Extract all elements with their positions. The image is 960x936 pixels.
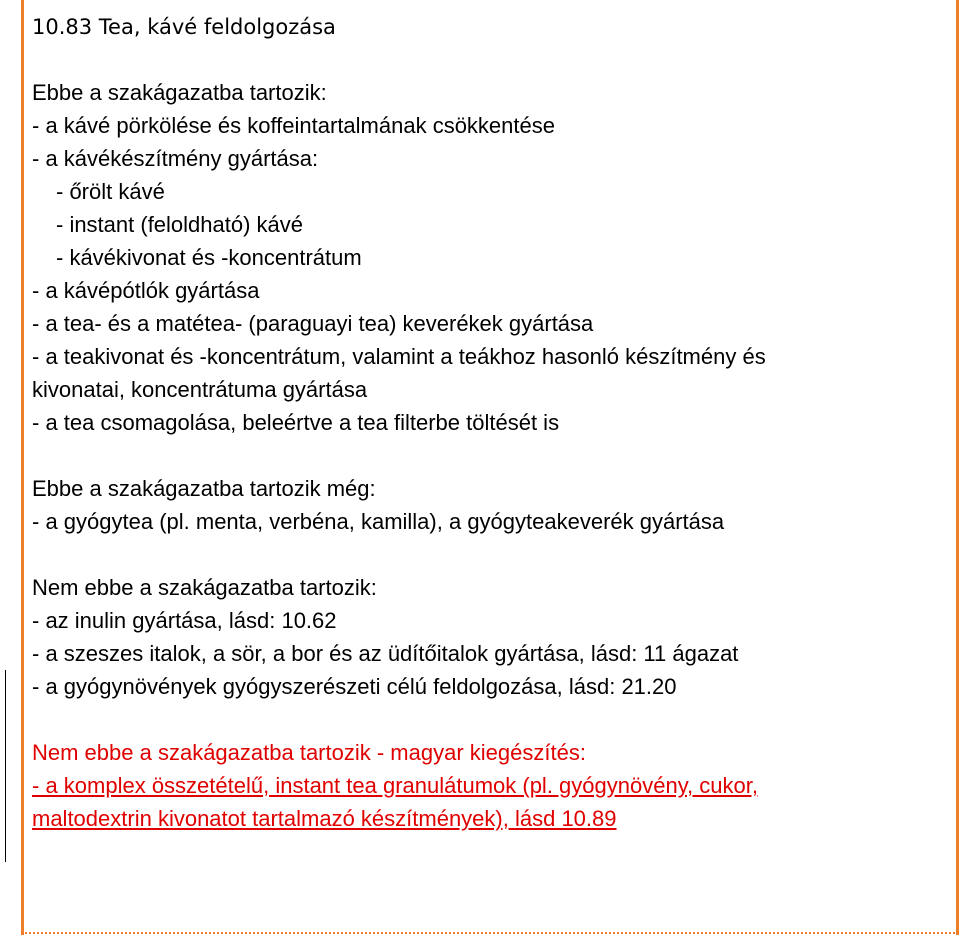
also-item: - a gyógytea (pl. menta, verbéna, kamilla), a gyógyteakeverék gyártása [32,509,725,534]
excludes-item: - az inulin gyártása, lásd: 10.62 [32,608,337,633]
includes-subitem: - őrölt kávé [56,179,165,204]
excludes-item: - a gyógynövények gyógyszerészeti célú feldolgozása, lásd: 21.20 [32,674,677,699]
excludes-item: - a szeszes italok, a sör, a bor és az üdítőitalok gyártása, lásd: 11 ágazat [32,641,739,666]
left-border [21,0,24,935]
bottom-dotted-border [21,932,959,934]
includes-item: - a tea csomagolása, beleértve a tea filterbe töltését is [32,410,560,435]
section-title: 10.83 Tea, kávé feldolgozása [32,15,336,39]
includes-item: - a teakivonat és -koncentrátum, valamint a teákhoz hasonló készítmény és [32,344,766,369]
change-bar [5,670,6,862]
right-border [956,0,959,935]
hungarian-supplement-item-continuation: maltodextrin kivonatot tartalmazó készítmények), lásd 10.89 [32,806,617,831]
includes-subitem: - kávékivonat és -koncentrátum [56,245,362,270]
hungarian-supplement-item: - a komplex összetételű, instant tea granulátumok (pl. gyógynövény, cukor, [32,773,758,798]
includes-heading: Ebbe a szakágazatba tartozik: [32,80,327,105]
includes-item: - a kávékészítmény gyártása: [32,146,319,171]
also-heading: Ebbe a szakágazatba tartozik még: [32,476,376,501]
includes-item: - a tea- és a matétea- (paraguayi tea) keverékek gyártása [32,311,594,336]
hungarian-supplement-heading: Nem ebbe a szakágazatba tartozik - magyar kiegészítés: [32,740,586,765]
includes-subitem: - instant (feloldható) kávé [56,212,304,237]
includes-item-continuation: kivonatai, koncentrátuma gyártása [32,377,368,402]
includes-item: - a kávé pörkölése és koffeintartalmának csökkentése [32,113,555,138]
includes-item: - a kávépótlók gyártása [32,278,260,303]
excludes-heading: Nem ebbe a szakágazatba tartozik: [32,575,377,600]
